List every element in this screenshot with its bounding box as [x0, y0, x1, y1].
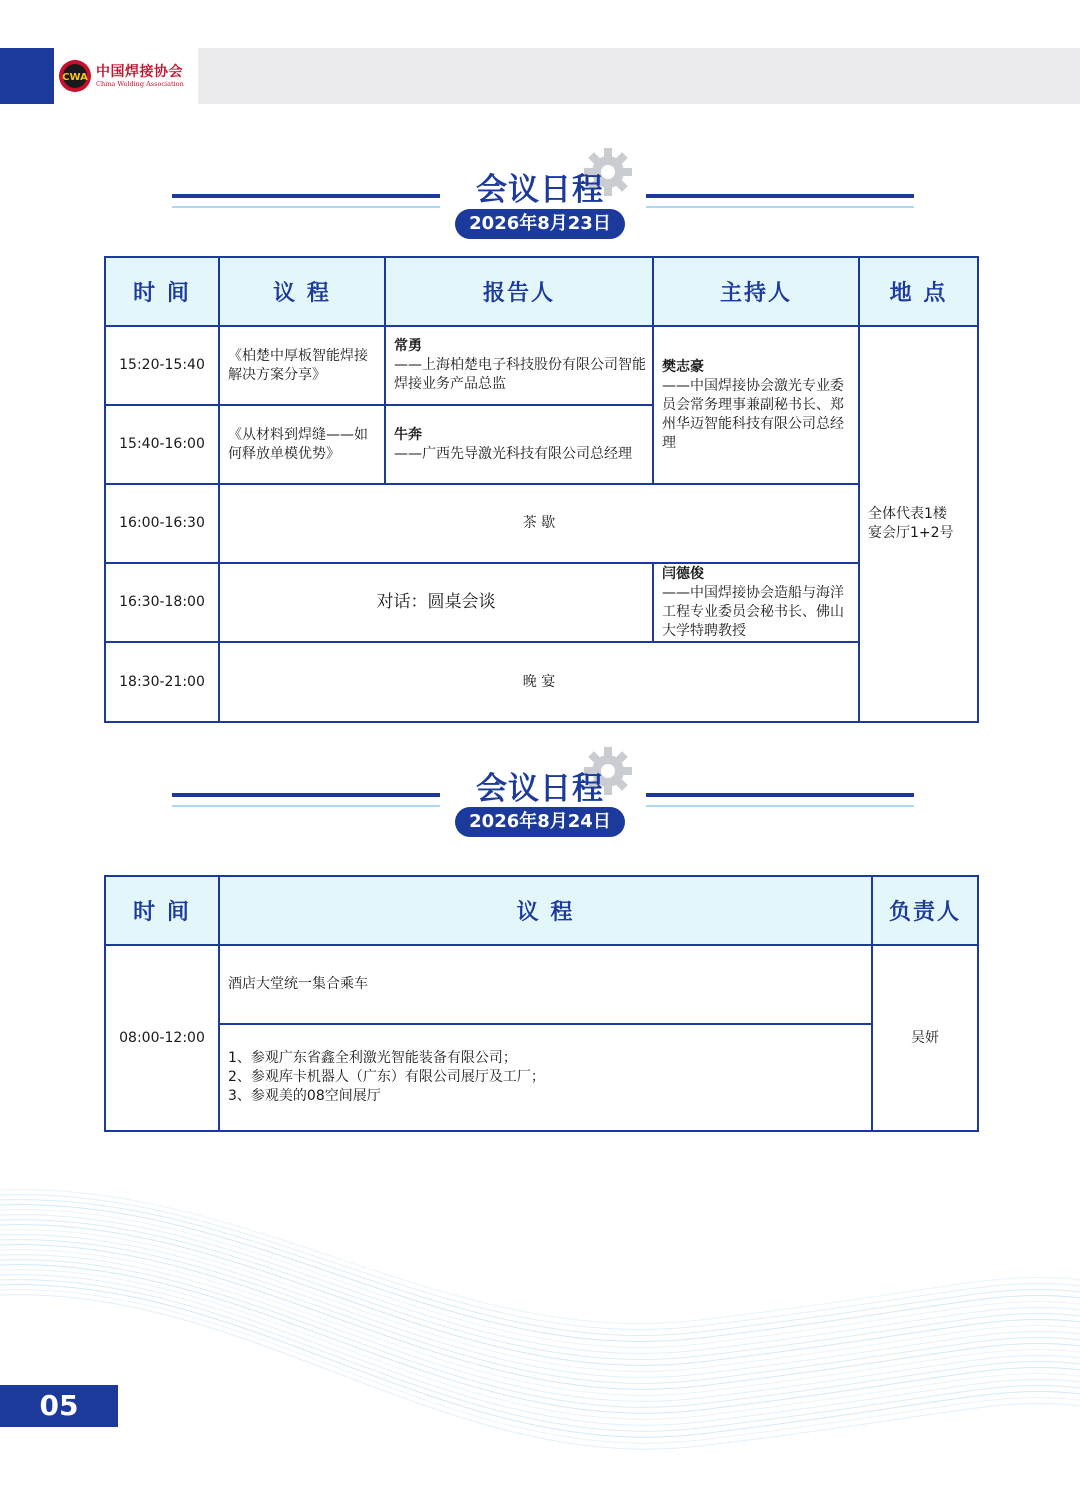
table-row: [105, 945, 978, 1024]
host-cell: [653, 563, 859, 642]
header-band: [198, 48, 1080, 104]
svg-text:CWA: CWA: [62, 72, 88, 83]
cwa-logo-icon: [58, 59, 92, 93]
schedule-table-day2: [104, 875, 979, 1132]
speaker-title: ——广西先导激光科技有限公司总经理: [394, 445, 632, 462]
col-location: 地 点: [859, 257, 978, 326]
col-agenda: 议 程: [219, 876, 872, 945]
time-cell: 15:20-15:40: [105, 326, 219, 405]
section-heading: 会议日程: [476, 172, 604, 208]
agenda-cell: 《从材料到焊缝——如何释放单模优势》: [219, 405, 385, 484]
table-header-row: [105, 876, 978, 945]
visit-item: 1、参观广东省鑫全利激光智能装备有限公司；: [228, 1050, 517, 1066]
speaker-cell: [385, 405, 653, 484]
table-row: [105, 484, 978, 563]
date-badge: 2026年8月23日: [455, 209, 625, 239]
host-name: 闫德俊: [662, 565, 704, 582]
schedule-table-day1: [104, 256, 979, 723]
date-badge: 2026年8月24日: [455, 807, 625, 837]
owner-cell: 吴妍: [872, 945, 978, 1131]
host-title: ——中国焊接协会激光专业委员会常务理事兼副秘书长、郑州华迈智能科技有限公司总经理: [662, 377, 844, 451]
visit-item: 3、参观美的08空间展厅: [228, 1088, 381, 1104]
speaker-cell: [385, 326, 653, 405]
table-row: [105, 642, 978, 722]
table-header-row: [105, 257, 978, 326]
logo: [54, 48, 198, 104]
host-cell: [653, 326, 859, 484]
section-title-day2: [0, 749, 1080, 849]
agenda-cell: [219, 1024, 872, 1131]
page-number: 05: [0, 1385, 118, 1427]
location-line: 全体代表1楼: [868, 506, 947, 522]
agenda-cell: 《柏楚中厚板智能焊接解决方案分享》: [219, 326, 385, 405]
col-host: 主持人: [653, 257, 859, 326]
decorative-waves: [0, 1180, 1080, 1489]
section-title-day1: [0, 150, 1080, 250]
time-cell: 18:30-21:00: [105, 642, 219, 722]
col-time: 时 间: [105, 876, 219, 945]
col-time: 时 间: [105, 257, 219, 326]
table-row: [105, 1024, 978, 1131]
col-speaker: 报告人: [385, 257, 653, 326]
org-name-en: China Welding Association: [96, 80, 184, 88]
agenda-cell: 茶 歇: [219, 484, 859, 563]
speaker-name: 常勇: [394, 338, 422, 354]
time-cell: 08:00-12:00: [105, 945, 219, 1131]
header-accent-bar: [0, 48, 54, 104]
time-cell: 15:40-16:00: [105, 405, 219, 484]
table-row: [105, 326, 978, 405]
agenda-cell: 晚 宴: [219, 642, 859, 722]
agenda-cell: 对话：圆桌会谈: [219, 563, 653, 642]
agenda-cell: 酒店大堂统一集合乘车: [219, 945, 872, 1024]
org-name-cn: 中国焊接协会: [96, 64, 183, 80]
speaker-title: ——上海柏楚电子科技股份有限公司智能焊接业务产品总监: [394, 357, 646, 392]
speaker-name: 牛奔: [394, 426, 422, 443]
col-agenda: 议 程: [219, 257, 385, 326]
table-row: [105, 563, 978, 642]
visit-item: 2、参观库卡机器人（广东）有限公司展厅及工厂；: [228, 1069, 545, 1085]
host-name: 樊志豪: [662, 358, 704, 375]
time-cell: 16:00-16:30: [105, 484, 219, 563]
location-cell: [859, 326, 978, 722]
time-cell: 16:30-18:00: [105, 563, 219, 642]
section-heading: 会议日程: [476, 771, 604, 807]
location-line: 宴会厅1+2号: [868, 525, 954, 541]
host-title: ——中国焊接协会造船与海洋工程专业委员会秘书长、佛山大学特聘教授: [662, 584, 844, 639]
col-owner: 负责人: [872, 876, 978, 945]
